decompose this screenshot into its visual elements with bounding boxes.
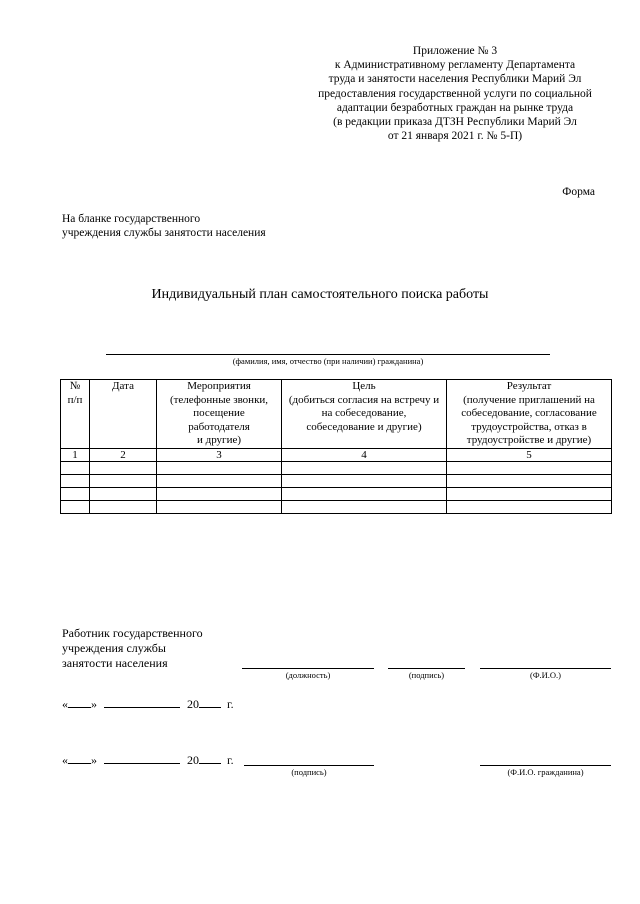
column-number-row xyxy=(61,448,612,461)
year-blank[interactable] xyxy=(199,696,221,708)
letterhead-note xyxy=(62,212,266,240)
quote-close: » xyxy=(91,753,97,767)
table-cell[interactable] xyxy=(90,461,157,474)
worker-line: занятости населения xyxy=(62,656,168,670)
table-cell[interactable] xyxy=(157,500,282,513)
worker-label xyxy=(62,626,203,671)
citizen-date-field xyxy=(62,752,234,768)
citizen-signature-line[interactable] xyxy=(244,765,374,766)
year-prefix: 20 xyxy=(187,697,199,711)
table-cell[interactable] xyxy=(157,474,282,487)
table-cell[interactable] xyxy=(90,500,157,513)
citizen-fio-caption: (Ф.И.О. гражданина) xyxy=(507,767,584,777)
year-blank[interactable] xyxy=(199,752,221,764)
column-number: 1 xyxy=(61,448,90,461)
header-line: предоставления государственной услуги по социальной xyxy=(318,87,592,100)
table-cell[interactable] xyxy=(282,500,447,513)
column-number: 3 xyxy=(157,448,282,461)
header-activities: Мероприятия (телефонные звонки, посещение работодателя и другие) xyxy=(157,380,282,449)
column-number: 2 xyxy=(90,448,157,461)
worker-line: учреждения службы xyxy=(62,641,166,655)
day-blank[interactable] xyxy=(68,696,91,708)
table-row xyxy=(61,461,612,474)
header-line: адаптации безработных граждан на рынке труда xyxy=(336,101,574,114)
header-line: Приложение № 3 xyxy=(412,45,498,57)
table-cell[interactable] xyxy=(61,487,90,500)
table-cell[interactable] xyxy=(447,487,612,500)
citizen-name-line[interactable] xyxy=(106,354,550,355)
year-suffix: г. xyxy=(227,697,234,711)
signature-caption: (подпись) xyxy=(408,670,445,680)
position-caption: (должность) xyxy=(285,670,331,680)
position-line[interactable] xyxy=(242,668,374,669)
month-blank[interactable] xyxy=(104,752,180,764)
citizen-name-caption: (фамилия, имя, отчество (при наличии) гражданина) xyxy=(232,356,424,366)
table-cell[interactable] xyxy=(282,487,447,500)
month-blank[interactable] xyxy=(104,696,180,708)
table-cell[interactable] xyxy=(282,474,447,487)
day-blank[interactable] xyxy=(68,752,91,764)
signature-line[interactable] xyxy=(388,668,465,669)
header-date: Дата xyxy=(90,380,157,449)
letterhead-line: На бланке государственного xyxy=(62,213,201,225)
table-cell[interactable] xyxy=(157,461,282,474)
quote-close: » xyxy=(91,697,97,711)
quote-open: « xyxy=(62,753,68,767)
worker-line: Работник государственного xyxy=(62,626,203,640)
document-title: Индивидуальный план самостоятельного поиска работы xyxy=(151,287,489,302)
table-cell[interactable] xyxy=(447,474,612,487)
citizen-signature-caption: (подпись) xyxy=(291,767,327,777)
table-header-row xyxy=(61,380,612,449)
form-label: Форма xyxy=(562,186,595,198)
column-number: 4 xyxy=(282,448,447,461)
fio-caption: (Ф.И.О.) xyxy=(529,670,562,680)
header-line: к Административному регламенту Департамента xyxy=(334,59,576,72)
table-cell[interactable] xyxy=(61,500,90,513)
fio-line[interactable] xyxy=(480,668,611,669)
table-cell[interactable] xyxy=(90,487,157,500)
letterhead-line: учреждения службы занятости населения xyxy=(62,227,266,240)
appendix-header xyxy=(300,44,610,143)
table-cell[interactable] xyxy=(282,461,447,474)
plan-table xyxy=(60,379,612,514)
table-cell[interactable] xyxy=(447,500,612,513)
date-field xyxy=(62,696,234,712)
table-row xyxy=(61,500,612,513)
table-cell[interactable] xyxy=(90,474,157,487)
table-row xyxy=(61,474,612,487)
quote-open: « xyxy=(62,697,68,711)
column-number: 5 xyxy=(447,448,612,461)
year-suffix: г. xyxy=(227,753,234,767)
header-line: от 21 января 2021 г. № 5-П) xyxy=(387,130,523,143)
table-cell[interactable] xyxy=(61,461,90,474)
header-number: № п/п xyxy=(61,380,90,449)
citizen-fio-line[interactable] xyxy=(480,765,611,766)
header-line: труда и занятости населения Республики Марий Эл xyxy=(328,73,582,86)
table-cell[interactable] xyxy=(157,487,282,500)
year-prefix: 20 xyxy=(187,753,199,767)
table-cell[interactable] xyxy=(61,474,90,487)
table-cell[interactable] xyxy=(447,461,612,474)
header-result: Результат (получение приглашений на собеседование, согласование трудоустройства, отказ в трудоустройстве и другие) xyxy=(447,380,612,449)
table-row xyxy=(61,487,612,500)
header-line: (в редакции приказа ДТЗН Республики Марий Эл xyxy=(333,116,577,129)
header-goal: Цель (добиться согласия на встречу и на собеседование, собеседование и другие) xyxy=(282,380,447,449)
